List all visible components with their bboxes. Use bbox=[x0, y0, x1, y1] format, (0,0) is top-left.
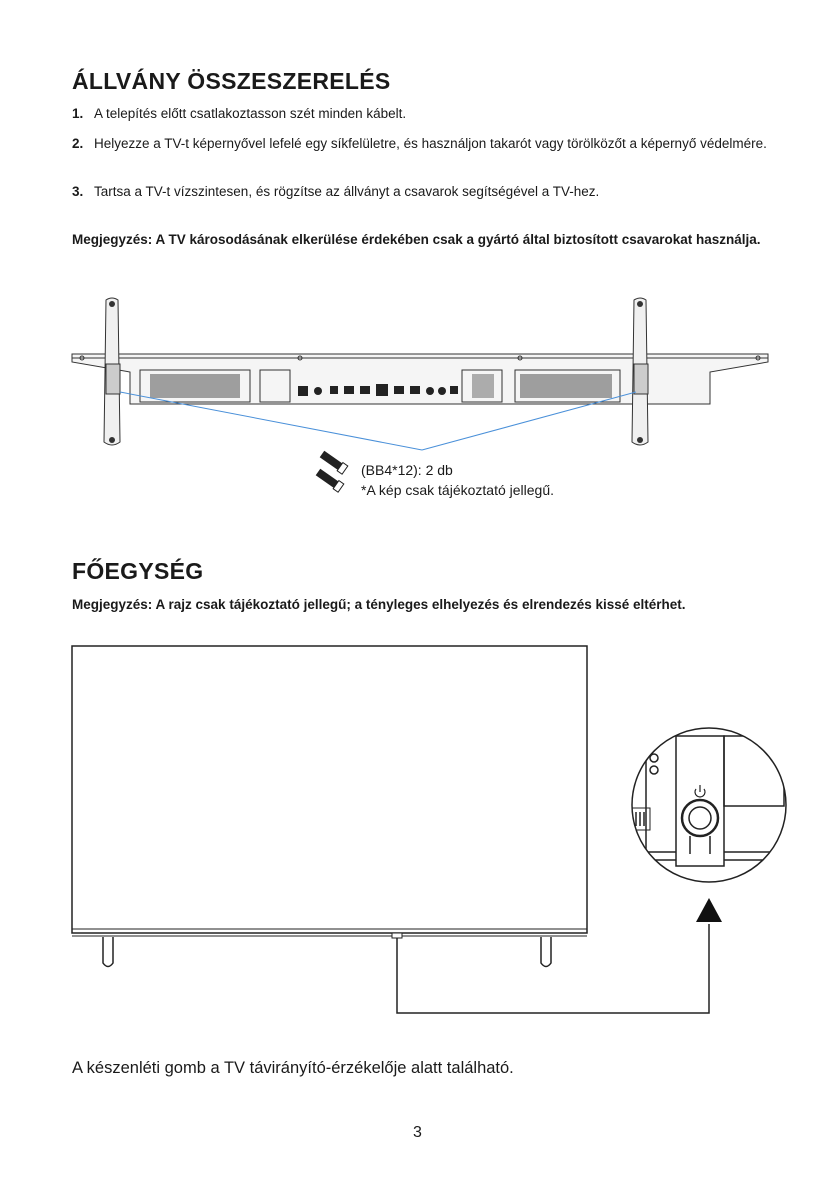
step-3-number: 3. bbox=[72, 184, 84, 199]
screw-icon-1 bbox=[319, 450, 348, 474]
step-2 bbox=[72, 134, 772, 153]
tv-foot-right bbox=[541, 937, 551, 967]
step-1-number: 1. bbox=[72, 106, 84, 121]
remote-sensor bbox=[392, 933, 402, 938]
step-2-text: Helyezze a TV-t képernyővel lefelé egy síkfelületre, és használjon takarót vagy törölközőt a képernyő védelmére. bbox=[94, 136, 767, 151]
step-2-number: 2. bbox=[72, 136, 84, 151]
image-reference-note: *A kép csak tájékoztató jellegű. bbox=[361, 482, 555, 498]
tv-foot-left bbox=[103, 937, 113, 967]
arrow-up-icon bbox=[696, 898, 722, 922]
tv-screen bbox=[72, 646, 587, 933]
step-1-text: A telepítés előtt csatlakoztasson szét minden kábelt. bbox=[94, 106, 407, 121]
tv-front-illustration bbox=[0, 640, 839, 1030]
section-title-stand-assembly: ÁLLVÁNY ÖSSZESZERELÉS bbox=[72, 68, 391, 94]
stand-note: Megjegyzés: A TV károsodásának elkerülése érdekében csak a gyártó által biztosított csavarokat használja. bbox=[72, 232, 761, 247]
step-1 bbox=[72, 104, 772, 123]
main-unit-note: Megjegyzés: A rajz csak tájékoztató jellegű; a tényleges elhelyezés és elrendezés kissé eltérhet. bbox=[72, 597, 686, 612]
section-title-main-unit: FŐEGYSÉG bbox=[72, 558, 204, 584]
step-3 bbox=[72, 182, 772, 201]
page-number: 3 bbox=[413, 1124, 422, 1141]
screw-count-label: (BB4*12): 2 db bbox=[361, 462, 453, 478]
step-3-text: Tartsa a TV-t vízszintesen, és rögzítse az állványt a csavarok segítségével a TV-hez. bbox=[94, 184, 600, 199]
standby-button-info: A készenléti gomb a TV távirányító-érzékelője alatt található. bbox=[72, 1059, 514, 1077]
